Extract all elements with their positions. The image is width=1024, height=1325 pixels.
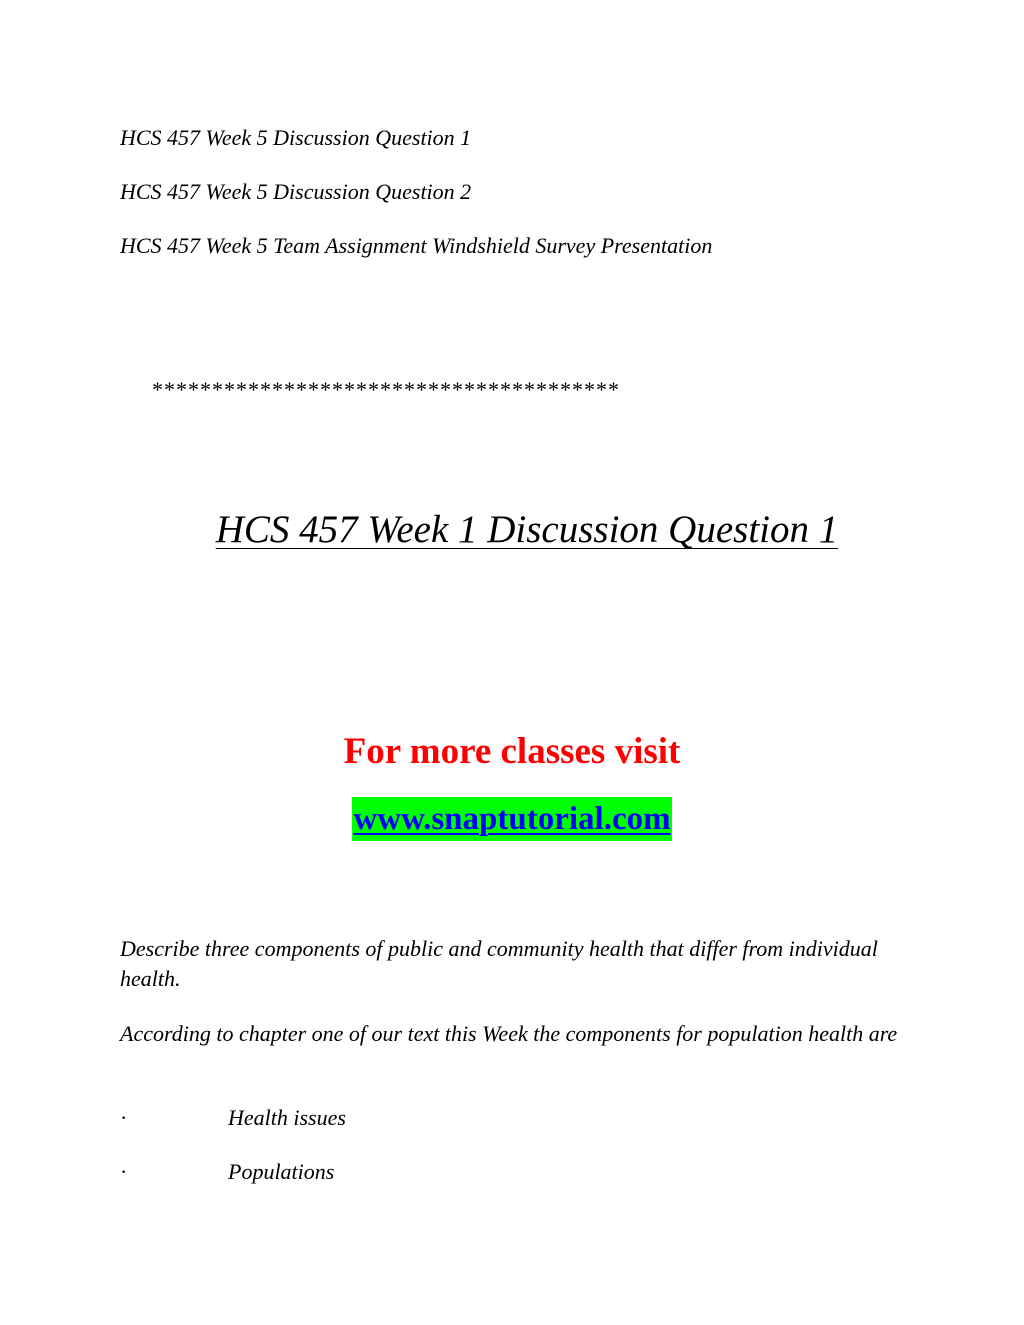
paragraph-1: Describe three components of public and community health that differ from individual health. [120,936,878,991]
list-item-text: Populations [228,1159,335,1184]
website-link[interactable]: www.snaptutorial.com [352,797,671,841]
intro-line-3: HCS 457 Week 5 Team Assignment Windshield Survey Presentation [120,233,713,258]
paragraph-2: According to chapter one of our text this Week the components for population health are [120,1021,898,1046]
bullet-marker: · [120,1105,128,1130]
list-item [120,1159,334,1185]
bullet-marker: · [120,1159,128,1184]
page-title: HCS 457 Week 1 Discussion Question 1 [215,508,839,551]
promo-text: For more classes visit [343,731,681,772]
intro-line-2: HCS 457 Week 5 Discussion Question 2 [120,179,472,204]
separator: *************************************** [152,377,620,402]
list-item [120,1105,346,1131]
intro-line-1: HCS 457 Week 5 Discussion Question 1 [120,125,472,150]
list-item-text: Health issues [228,1105,346,1130]
promo-link-wrap [0,797,1024,841]
